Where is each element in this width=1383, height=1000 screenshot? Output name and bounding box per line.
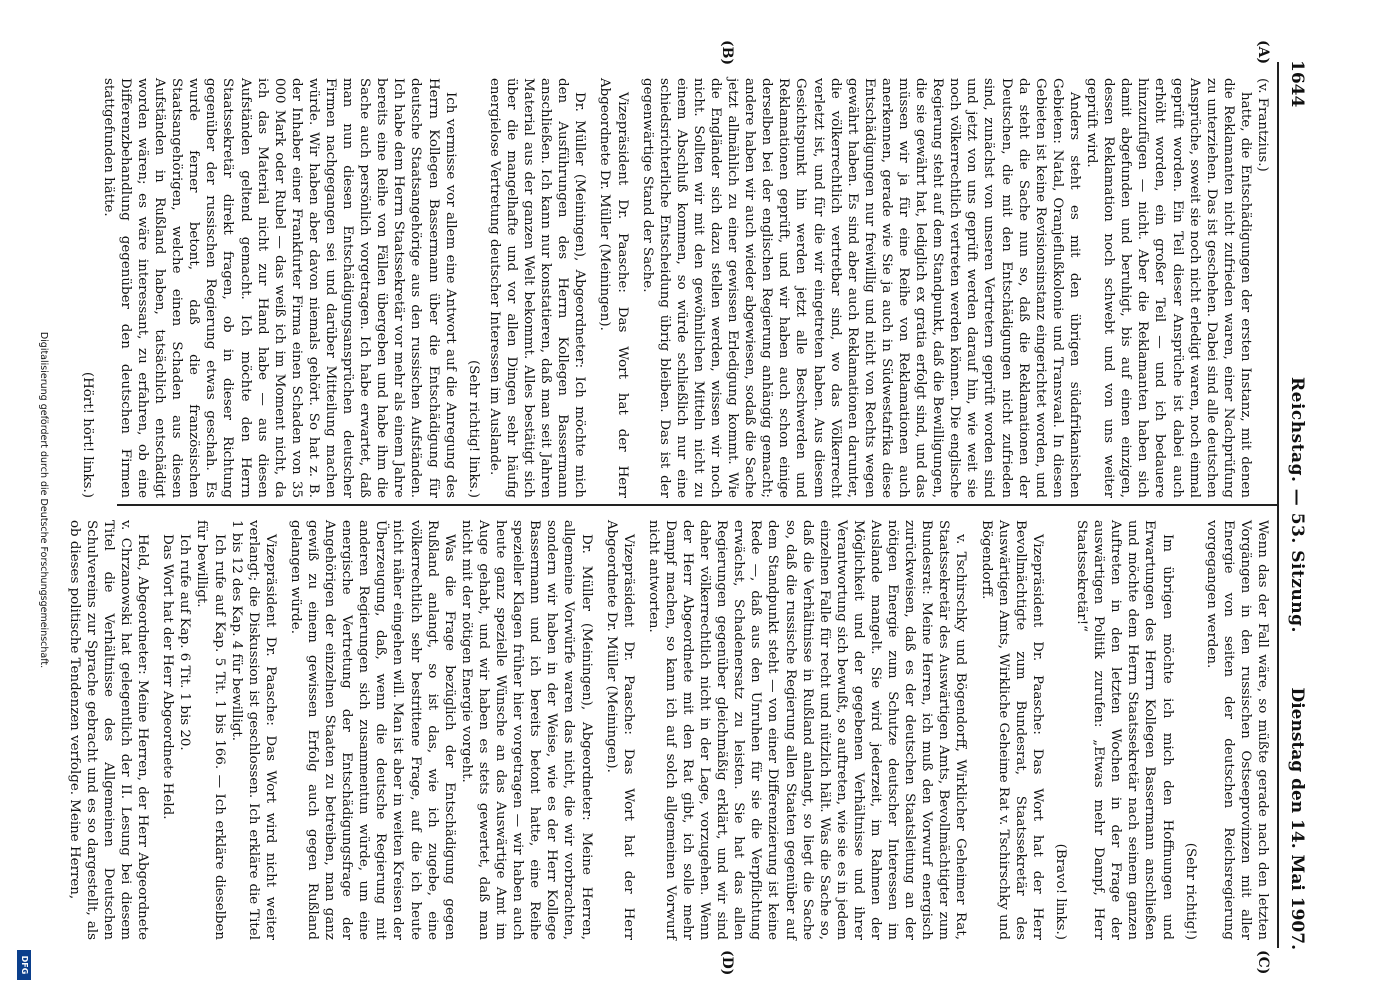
paragraph: Vizepräsident Dr. Paasche: Das Wort hat der Herr Abgeordnete Dr. Müller (Meiningen). [603, 520, 636, 940]
paragraph: Ich rufe auf Kap. 5 Tit. 1 bis 166. — Ich erkläre dieselben für bewilligt. [194, 520, 227, 940]
paragraph: Ich vermisse vor allem eine Antwort auf die Anregung des Herrn Kollegen Bassermann über die Entschädigung für deutsche Staatsangehörige aus den russischen Aufständen. Ich habe dem Herrn Staatssekretär vor mehr als einem Jahre bereits eine Reihe von Fällen übergeben und habe ihm die Sache auch persönlich vorgetragen. Ich habe erwartet, daß man nun diesen Entschädigungsansprüchen deutscher Firmen nachgegangen sei und darüber Mitteilung machen würde. Wir haben aber davon niemals gehört. So hat z. B. der Inhaber einer Frankfurter Firma einen Schaden von 35 000 Mark oder Rubel — das weiß ich im Moment nicht, da ich das Material nicht zur Hand habe — aus diesen Aufständen geltend gemacht. Ich möchte den Herrn Staatssekretär direkt fragen, ob in dieser Richtung gegenüber der russischen Regierung etwas geschah. Es wurde ferner betont, daß die französischen Staatsangehörigen, welche einen Schaden aus diesen Aufständen in Rußland haben, tatsächlich entschädigt worden wären; es wäre interessant, zu erfahren, ob eine Differenzbehandlung gegenüber den deutschen Firmen stattgefunden hätte. [100, 78, 458, 498]
speaker-continuation: (v. Frantzius.) [1255, 78, 1270, 172]
left-column [73, 78, 1271, 498]
interjection: (Sehr richtig! links.) [465, 360, 481, 498]
interjection: (Bravo! links.) [1052, 843, 1068, 940]
paragraph: Vizepräsident Dr. Paasche: Das Wort wird nicht weiter verlangt; die Diskussion ist geschlossen. Ich erkläre die Titel 1 bis 12 des Kap. 4 für bewilligt. [228, 520, 278, 940]
paragraph: Dr. Müller (Meiningen), Abgeordneter: Ich möchte mich den Ausführungen des Herrn Kollegen Bassermann anschließen. Ich kann nur konstatieren, daß man seit Jahren Material aus der ganzen Welt bekommt. Alles bestätigt sich über die mangelhafte und vor allen Dingen sehr häufig energielose Vertretung deutscher Interessen im Auslande. [486, 78, 588, 498]
paragraph: Was die Frage bezüglich der Entschädigung gegen Rußland anlangt, so ist das, wie ich zugebe, eine völkerrechtlich sehr bestrittene Frage, auf die ich heute nicht näher eingehen will. Man ist aber in weiten Kreisen der Überzeugung, daß, wenn die deutsche Regierung mit anderen Regierungen sich zusammentun würde, um eine energische Vertretung der Entschädigungsfrage der Angehörigen der einzelnen Staaten zu betreiben, man ganz gewiß zu einem gewissen Erfolg auch gegen Rußland gelangen würde. [287, 520, 457, 940]
paragraph: Wenn das der Fall wäre, so müßte gerade nach den letzten Vorgängen in den russischen Ostseeprovinzen mit aller Energie von seiten der deutschen Reichsregierung vorgegangen werden. [1203, 520, 1270, 940]
margin-marker-a: (A) [1255, 40, 1271, 65]
paragraph: hatte, die Entschädigungen der ersten Instanz, mit denen die Reklamanten nicht zufrieden waren, einer Nachprüfung zu unterziehen. Das ist geschehen. Dabei sind alle deutschen Ansprüche, soweit sie noch nicht erledigt waren, noch einmal geprüft worden. Ein Teil dieser Ansprüche ist dabei auch erhöht worden, ein großer Teil — und ich bedauere hinzuzufügen — nicht. Aber die Reklamanten haben sich damit abgefunden und beruhigt, bis auf einen einzigen, dessen Reklamation noch schwebt und von uns weiter geprüft wird. [1084, 78, 1253, 499]
paragraph: v. Tschirschky und Bögendorff, Wirklicher Geheimer Rat, Staatssekretär des Auswärtigen Amts, Bevollmächtigter zum Bundesrat: Meine Herren, ich muß den Vorwurf energisch zurückweisen, daß es der deutschen Staatsleitung an der nötigen Energie zum Schutze deutscher Interessen im Auslande mangelt. Sie wird jederzeit, im Rahmen der Möglichkeit und der gegebenen Verhältnisse und ihrer Verantwortung sich bewußt, so auftreten, wie sie es in jedem einzelnen Falle für recht und nützlich hält. Was die Sache so, daß die Verhältnisse in Rußland anlangt, so liegt die Sache so, daß die russische Regierung allen Staaten gegenüber auf dem Standpunkt steht — von einer Differenzierung ist keine Rede —, daß aus den Unruhen für sie die Verpflichtung erwächst, Schadenersatz zu leisten. Sie hat das allen Regierungen gegenüber gleichmäßig erklärt, und wir sind daher völkerrechtlich nicht in der Lage, vorzugehen. Wenn der Herr Abgeordnete mit den Rat gibt, ich solle mehr Dampf machen, so kann ich auf solch allgemeinen Vorwurf nicht antworten. [645, 520, 969, 940]
interjection: (Hört! hört! links.) [79, 371, 95, 498]
margin-marker-c: (C) [1255, 950, 1271, 975]
paragraph: Dr. Müller (Meiningen), Abgeordneter: Meine Herren, allgemeine Vorwürfe waren das nicht, die wir vorbrachten, sondern wir haben in der Weise, wie es der Herr Kollege Bassermann und ich bereits betont hatte, eine Reihe spezieller Klagen früher hier vorgetragen — wir haben auch heute ganz spezielle Wünsche an das Auswärtige Amt im Auge gehabt, und wir haben es stets gewertet, daß man nicht mit der nötigen Energie vorgeht. [458, 520, 594, 940]
page-title: Reichstag. — 53. Sitzung. [1287, 377, 1307, 633]
margin-marker-d: (D) [719, 950, 735, 976]
digitization-credit: Digitalisierung gefördert durch die Deutsche Forschungsgemeinschaft. [38, 331, 49, 669]
paragraph: Im übrigen möchte ich mich den Hoffnungen und Erwartungen des Herrn Kollegen Bassermann anschließen und möchte dem Herrn Staatssekretär nach seinem ganzen Auftreten in den letzten Wochen in der Frage der auswärtigen Politik zurufen: „Etwas mehr Dampf, Herr Staatssekretär!“ [1074, 520, 1175, 940]
paragraph: Vizepräsident Dr. Paasche: Das Wort hat der Herr Bevollmächtigte zum Bundesrat, Staatssekretär des Auswärtigen Amts, Wirkliche Geheime Rat v. Tschirschky und Bögendorff. [978, 520, 1045, 940]
page-header [1281, 60, 1307, 950]
dfg-logo: DFG [17, 950, 31, 980]
page-number: 1644 [1287, 60, 1307, 108]
paragraph: Held, Abgeordneter: Meine Herren, der Herr Abgeordnete v. Chrzanowski hat gelegentlich der II. Lesung bei diesem Titel die Verhältnisse des Allgemeinen Deutschen Schulvereins zur Sprache gebracht und es so dargestellt, als ob dieses politische Tendenzen verfolge. Meine Herren, [66, 520, 151, 940]
paragraph: Das Wort hat der Herr Abgeordnete Held. [160, 534, 176, 820]
margin-marker-b: (B) [719, 40, 735, 66]
column-divider [117, 504, 1277, 506]
paragraph: Ich rufe auf Kap. 6 Tit. 1 bis 20. [177, 534, 193, 751]
interjection: (Sehr richtig!) [1182, 842, 1198, 940]
header-rule [1277, 62, 1279, 948]
paragraph: Anders steht es mit den übrigen südafrikanischen Gebieten: Natal, Oranjeflußkolonie und Transvaal. In diesen Gebieten ist keine Revisionsinstanz eingerichtet worden, und da steht die Sache nun so, daß die Reklamationen der Deutschen, die mit den Entschädigungen nicht zufrieden sind, zunächst von unseren Vertretern geprüft worden sind und jetzt von uns geprüft werden darauf hin, wie weit sie noch völkerrechtlich vertreten werden können. Die englische Regierung steht auf dem Standpunkt, daß die Bewilligungen, die sie gewährt hat, lediglich ex gratia erfolgt sind, und das müssen wir ja für eine Reihe von Reklamationen auch anerkennen, gerade wie Sie ja auch in Südwestafrika diese Entschädigungen nur freiwillig und nicht von Rechts wegen gewährt haben. Es sind aber auch Reklamationen darunter, die völkerrechtlich vertretbar sind, wo das Völkerrecht verletzt ist, und für die wir eingetreten haben. Aus diesem Gesichtspunkt hin werden jetzt alle Beschwerden und Reklamationen geprüft, und wir haben auch schon einige derselben bei der englischen Regierung anhängig gemacht; andere haben wir auch wieder abgewiesen, sodaß die Sache jetzt allmählich zu einer gewissen Erledigung kommt. Wie die Engländer sich dazu stellen werden, wissen wir noch nicht. Sollten wir mit den gewöhnlichen Mitteln nicht zu einem Abschluß kommen, so würde schließlich nur eine schiedsrichterliche Entscheidung übrig bleiben. Das ist der gegenwärtige Stand der Sache. [639, 78, 1082, 498]
paragraph: Vizepräsident Dr. Paasche: Das Wort hat der Herr Abgeordnete Dr. Müller (Meiningen). [597, 78, 630, 498]
session-date: Dienstag den 14. Mai 1907. [1287, 687, 1307, 950]
right-column [66, 520, 1271, 940]
